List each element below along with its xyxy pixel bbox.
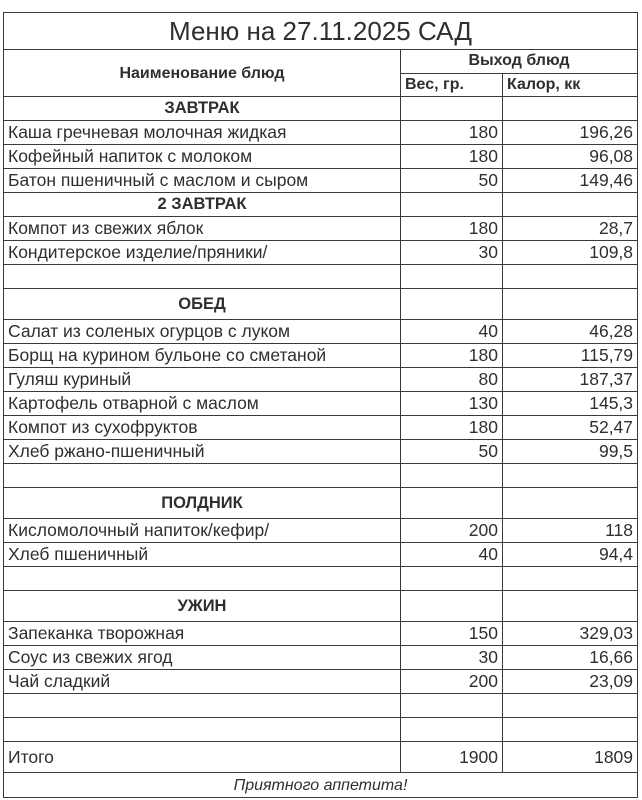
empty-cell — [401, 718, 503, 742]
empty-cell — [503, 265, 638, 289]
dish-row — [4, 368, 638, 392]
dish-weight: 180 — [401, 217, 503, 241]
dish-name: Картофель отварной с маслом — [4, 392, 401, 416]
dish-name: Батон пшеничный с маслом и сыром — [4, 169, 401, 193]
header-output-group: Выход блюд — [401, 50, 638, 74]
dish-calories: 187,37 — [503, 368, 638, 392]
dish-row — [4, 543, 638, 567]
empty-cell — [503, 488, 638, 519]
dish-calories: 46,28 — [503, 320, 638, 344]
dish-weight: 80 — [401, 368, 503, 392]
empty-cell — [401, 591, 503, 622]
dish-name: Хлеб ржано-пшеничный — [4, 440, 401, 464]
section-title: ПОЛДНИК — [4, 488, 401, 519]
empty-cell — [401, 694, 503, 718]
header-weight: Вес, гр. — [401, 73, 503, 97]
footer-row — [4, 773, 638, 798]
dish-weight: 50 — [401, 440, 503, 464]
dish-name: Кофейный напиток с молоком — [4, 145, 401, 169]
dish-calories: 115,79 — [503, 344, 638, 368]
dish-row — [4, 670, 638, 694]
dish-calories: 28,7 — [503, 217, 638, 241]
empty-cell — [4, 567, 401, 591]
header-calories: Калор, кк — [503, 73, 638, 97]
dish-weight: 180 — [401, 344, 503, 368]
empty-cell — [503, 289, 638, 320]
dish-row — [4, 416, 638, 440]
dish-name: Гуляш куриный — [4, 368, 401, 392]
dish-calories: 118 — [503, 519, 638, 543]
dish-weight: 40 — [401, 543, 503, 567]
dish-weight: 180 — [401, 121, 503, 145]
total-row — [4, 742, 638, 773]
dish-weight: 200 — [401, 519, 503, 543]
empty-cell — [401, 464, 503, 488]
empty-cell — [401, 97, 503, 121]
dish-calories: 145,3 — [503, 392, 638, 416]
dish-row — [4, 145, 638, 169]
section-row — [4, 591, 638, 622]
dish-calories: 109,8 — [503, 241, 638, 265]
empty-row — [4, 567, 638, 591]
dish-row — [4, 241, 638, 265]
section-row — [4, 488, 638, 519]
menu-table — [3, 12, 638, 798]
empty-cell — [503, 694, 638, 718]
dish-row — [4, 440, 638, 464]
dish-weight: 180 — [401, 416, 503, 440]
empty-cell — [4, 464, 401, 488]
dish-name: Кондитерское изделие/пряники/ — [4, 241, 401, 265]
dish-calories: 99,5 — [503, 440, 638, 464]
total-calories: 1809 — [503, 742, 638, 773]
dish-row — [4, 169, 638, 193]
dish-calories: 52,47 — [503, 416, 638, 440]
dish-row — [4, 519, 638, 543]
dish-name: Компот из сухофруктов — [4, 416, 401, 440]
dish-weight: 50 — [401, 169, 503, 193]
empty-row — [4, 694, 638, 718]
dish-weight: 150 — [401, 622, 503, 646]
empty-cell — [401, 193, 503, 217]
dish-weight: 130 — [401, 392, 503, 416]
dish-calories: 329,03 — [503, 622, 638, 646]
total-weight: 1900 — [401, 742, 503, 773]
empty-cell — [503, 718, 638, 742]
menu-sheet — [3, 12, 637, 798]
header-row-1 — [4, 50, 638, 74]
total-label: Итого — [4, 742, 401, 773]
empty-cell — [401, 567, 503, 591]
dish-weight: 200 — [401, 670, 503, 694]
dish-row — [4, 217, 638, 241]
dish-name: Компот из свежих яблок — [4, 217, 401, 241]
menu-title: Меню на 27.11.2025 САД — [4, 13, 638, 50]
empty-cell — [503, 591, 638, 622]
dish-name: Хлеб пшеничный — [4, 543, 401, 567]
section-row — [4, 193, 638, 217]
section-row — [4, 289, 638, 320]
dish-row — [4, 646, 638, 670]
empty-cell — [503, 193, 638, 217]
empty-cell — [503, 464, 638, 488]
empty-cell — [503, 567, 638, 591]
dish-name: Соус из свежих ягод — [4, 646, 401, 670]
dish-row — [4, 344, 638, 368]
dish-weight: 40 — [401, 320, 503, 344]
section-title: УЖИН — [4, 591, 401, 622]
dish-weight: 30 — [401, 241, 503, 265]
title-row — [4, 13, 638, 50]
empty-row — [4, 265, 638, 289]
dish-name: Салат из соленых огурцов с луком — [4, 320, 401, 344]
dish-calories: 23,09 — [503, 670, 638, 694]
section-title: 2 ЗАВТРАК — [4, 193, 401, 217]
section-row — [4, 97, 638, 121]
empty-cell — [4, 694, 401, 718]
dish-row — [4, 392, 638, 416]
footer-wish: Приятного аппетита! — [4, 773, 638, 798]
section-title: ЗАВТРАК — [4, 97, 401, 121]
empty-cell — [503, 97, 638, 121]
section-title: ОБЕД — [4, 289, 401, 320]
dish-weight: 180 — [401, 145, 503, 169]
empty-cell — [401, 488, 503, 519]
dish-name: Запеканка творожная — [4, 622, 401, 646]
dish-row — [4, 622, 638, 646]
dish-calories: 94,4 — [503, 543, 638, 567]
dish-row — [4, 121, 638, 145]
dish-weight: 30 — [401, 646, 503, 670]
dish-calories: 16,66 — [503, 646, 638, 670]
dish-name: Кисломолочный напиток/кефир/ — [4, 519, 401, 543]
dish-row — [4, 320, 638, 344]
empty-row — [4, 718, 638, 742]
empty-row — [4, 464, 638, 488]
dish-name: Чай сладкий — [4, 670, 401, 694]
header-dish-name: Наименование блюд — [4, 50, 401, 97]
empty-cell — [401, 289, 503, 320]
empty-cell — [4, 265, 401, 289]
dish-name: Каша гречневая молочная жидкая — [4, 121, 401, 145]
empty-cell — [401, 265, 503, 289]
dish-calories: 96,08 — [503, 145, 638, 169]
dish-calories: 196,26 — [503, 121, 638, 145]
dish-name: Борщ на курином бульоне со сметаной — [4, 344, 401, 368]
dish-calories: 149,46 — [503, 169, 638, 193]
empty-cell — [4, 718, 401, 742]
